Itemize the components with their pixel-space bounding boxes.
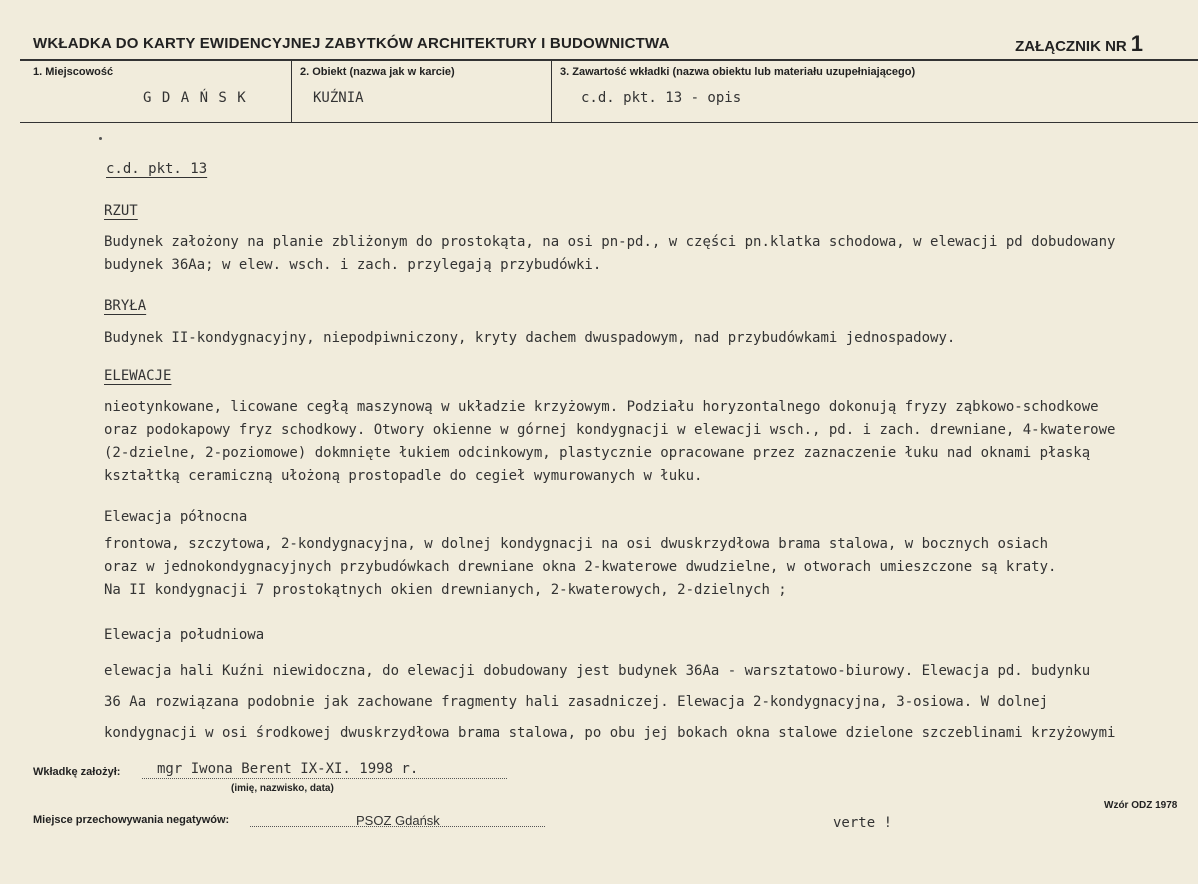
south-heading: Elewacja południowa [104,627,265,643]
card-title: WKŁADKA DO KARTY EWIDENCYJNEJ ZABYTKÓW ARCHITEKTURY I BUDOWNICTWA [33,35,670,52]
continuation-heading: c.d. pkt. 13 [106,161,208,177]
contents-label: 3. Zawartość wkładki (nazwa obiektu lub materiału uzupełniającego) [560,66,916,78]
text-line: nieotynkowane, licowane cegłą maszynową w układzie krzyżowym. Podziału horyzontalnego dokonują fryzy ząbkowo-schodkowe [104,399,1099,415]
north-paragraph [104,533,1154,602]
text-line: Budynek założony na planie zbliżonym do prostokąta, na osi pn-pd., w części pn.klatka schodowa, w elewacji pd dobudowany [104,234,1116,250]
contents-value: c.d. pkt. 13 - opis [581,90,742,106]
text-line: oraz podokapowy fryz schodkowy. Otwory okienne w górnej kondygnacji w elewacji wsch., pd. i zach. drewniane, 4-kwaterowe [104,422,1116,438]
fields-bottom-rule [20,122,1198,123]
locality-value: G D A Ń S K [143,90,247,106]
rzut-paragraph [104,231,1154,277]
south-paragraph [104,656,1154,749]
annex-label: ZAŁĄCZNIK NR [1015,38,1127,55]
text-line: kształtką ceramiczną ułożoną prostopadle do cegieł wymurowanych w łuku. [104,468,703,484]
text-line: elewacja hali Kuźni niewidoczna, do elewacji dobudowany jest budynek 36Aa - warsztatowo-biurowy. Elewacja pd. budynku [104,663,1091,679]
top-rule [20,59,1198,61]
verte-note: verte ! [833,815,893,831]
stray-dot [99,137,102,140]
text-line: Budynek II-kondygnacyjny, niepodpiwniczony, kryty dachem dwuspadowym, nad przybudówkami jednospadowy. [104,330,956,346]
bryla-heading: BRYŁA [104,298,147,314]
text-line: 36 Aa rozwiązana podobnie jak zachowane fragmenty hali zasadniczej. Elewacja 2-kondygnacyjna, 3-osiowa. W dolnej [104,694,1049,710]
annex-number [1015,31,1143,57]
text-line: (2-dzielne, 2-poziomowe) dokmnięte łukiem odcinkowym, plastycznie opracowane przez zaznaczenie łuku nad oknami płaską [104,445,1091,461]
inserted-by-dotline [142,778,507,779]
north-heading: Elewacja północna [104,509,248,525]
inserted-by-note: (imię, nazwisko, data) [231,783,334,794]
text-line: kondygnacji w osi środkowej dwuskrzydłowa brama stalowa, po obu jej bokach okna stalowe dzielone szczeblinami krzyżowymi [104,725,1116,741]
inserted-by-label: Wkładkę założył: [33,766,121,778]
field-divider [551,61,552,122]
negatives-label: Miejsce przechowywania negatywów: [33,814,230,826]
annex-number-value: 1 [1130,31,1143,56]
object-label: 2. Obiekt (nazwa jak w karcie) [300,66,455,78]
field-divider [291,61,292,122]
rzut-heading: RZUT [104,203,138,219]
text-line: oraz w jednokondygnacyjnych przybudówkach drewniane okna 2-kwaterowe dwudzielne, w otworach umieszczone są kraty. [104,559,1057,575]
object-value: KUŹNIA [313,90,364,106]
elewacje-paragraph [104,396,1154,488]
elewacje-heading: ELEWACJE [104,368,172,384]
bryla-paragraph [104,327,1154,350]
negatives-value: PSOZ Gdańsk [356,813,440,828]
inserted-by-value: mgr Iwona Berent IX-XI. 1998 r. [157,761,419,777]
form-code: Wzór ODZ 1978 [1104,800,1178,811]
text-line: budynek 36Aa; w elew. wsch. i zach. przylegają przybudówki. [104,257,602,273]
text-line: Na II kondygnacji 7 prostokątnych okien drewnianych, 2-kwaterowych, 2-dzielnych ; [104,582,787,598]
text-line: frontowa, szczytowa, 2-kondygnacyjna, w dolnej kondygnacji na osi dwuskrzydłowa brama stalowa, w bocznych osiach [104,536,1049,552]
locality-label: 1. Miejscowość [33,66,114,78]
